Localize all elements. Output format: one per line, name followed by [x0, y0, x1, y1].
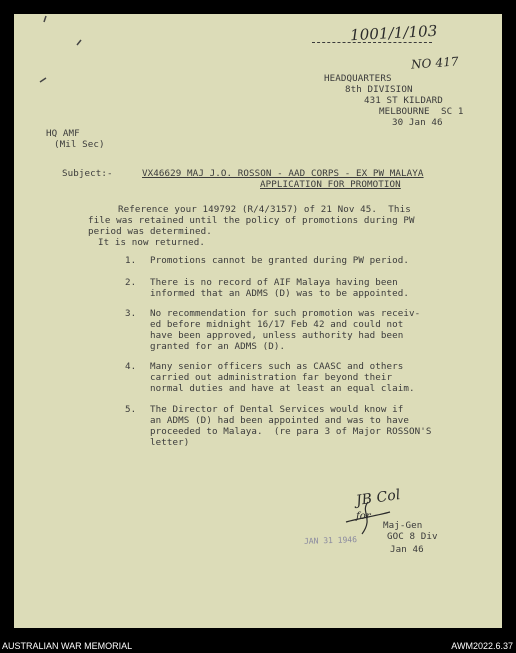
intro-line-1: Reference your 149792 (R/4/3157) of 21 Nov 45. This	[118, 204, 411, 215]
header-line-4: MELBOURNE SC 1	[379, 106, 464, 117]
list-item-line: letter)	[150, 437, 190, 448]
reference-underline	[312, 42, 432, 43]
intro-line-4: It is now returned.	[98, 237, 205, 248]
list-item-number: 3.	[125, 308, 137, 319]
list-item-line: ed before midnight 16/17 Feb 42 and could not	[150, 319, 404, 330]
list-item-number: 2.	[125, 277, 137, 288]
header-line-3: 431 ST KILDARD	[364, 95, 443, 106]
list-item-line: granted for an ADMS (D).	[150, 341, 286, 352]
signature-title: GOC 8 Div	[387, 531, 438, 542]
list-item-line: Promotions cannot be granted during PW period.	[150, 255, 410, 266]
list-item-number: 1.	[125, 255, 137, 266]
footer-accession-number: AWM2022.6.37	[451, 641, 513, 651]
signature-date: Jan 46	[390, 544, 424, 555]
header-line-2: 8th DIVISION	[345, 84, 413, 95]
pen-mark-decoration	[36, 14, 86, 84]
list-item-line: Many senior officers such as CAASC and others	[150, 361, 404, 372]
header-date: 30 Jan 46	[392, 117, 443, 128]
list-item-line: informed that an ADMS (D) was to be appointed.	[150, 288, 410, 299]
list-item-line: proceeded to Malaya. (re para 3 of Major ROSSON'S	[150, 426, 432, 437]
addressee-line-1: HQ AMF	[46, 128, 80, 139]
signature: JB Col	[355, 486, 402, 510]
intro-line-2: file was retained until the policy of promotions during PW	[88, 215, 415, 226]
list-item-number: 5.	[125, 404, 137, 415]
list-item-line: an ADMS (D) had been appointed and was to have	[150, 415, 410, 426]
list-item-line: carried out administration far beyond their	[150, 372, 393, 383]
signature-rank: Maj-Gen	[383, 520, 423, 531]
header-line-1: HEADQUARTERS	[324, 73, 392, 84]
handwritten-number: NO 417	[410, 54, 460, 72]
addressee-line-2: (Mil Sec)	[54, 139, 105, 150]
list-item-line: normal duties and have at least an equal claim.	[150, 383, 415, 394]
list-item-number: 4.	[125, 361, 137, 372]
document-page	[14, 14, 502, 628]
subject-label: Subject:-	[62, 168, 113, 179]
subject-line-1: VX46629 MAJ J.O. ROSSON - AAD CORPS - EX PW MALAYA	[142, 168, 424, 179]
footer-institution: AUSTRALIAN WAR MEMORIAL	[2, 641, 133, 651]
signature-for: for	[356, 511, 371, 522]
list-item-line: No recommendation for such promotion was receiv-	[150, 308, 421, 319]
handwritten-reference: 1001/1/103	[349, 21, 438, 45]
list-item-line: There is no record of AIF Malaya having been	[150, 277, 398, 288]
list-item-line: The Director of Dental Services would know if	[150, 404, 404, 415]
intro-line-3: period was determined.	[88, 226, 212, 237]
list-item-line: have been approved, unless authority had been	[150, 330, 404, 341]
subject-line-2: APPLICATION FOR PROMOTION	[260, 179, 401, 190]
received-date-stamp: JAN 31 1946	[303, 535, 358, 546]
